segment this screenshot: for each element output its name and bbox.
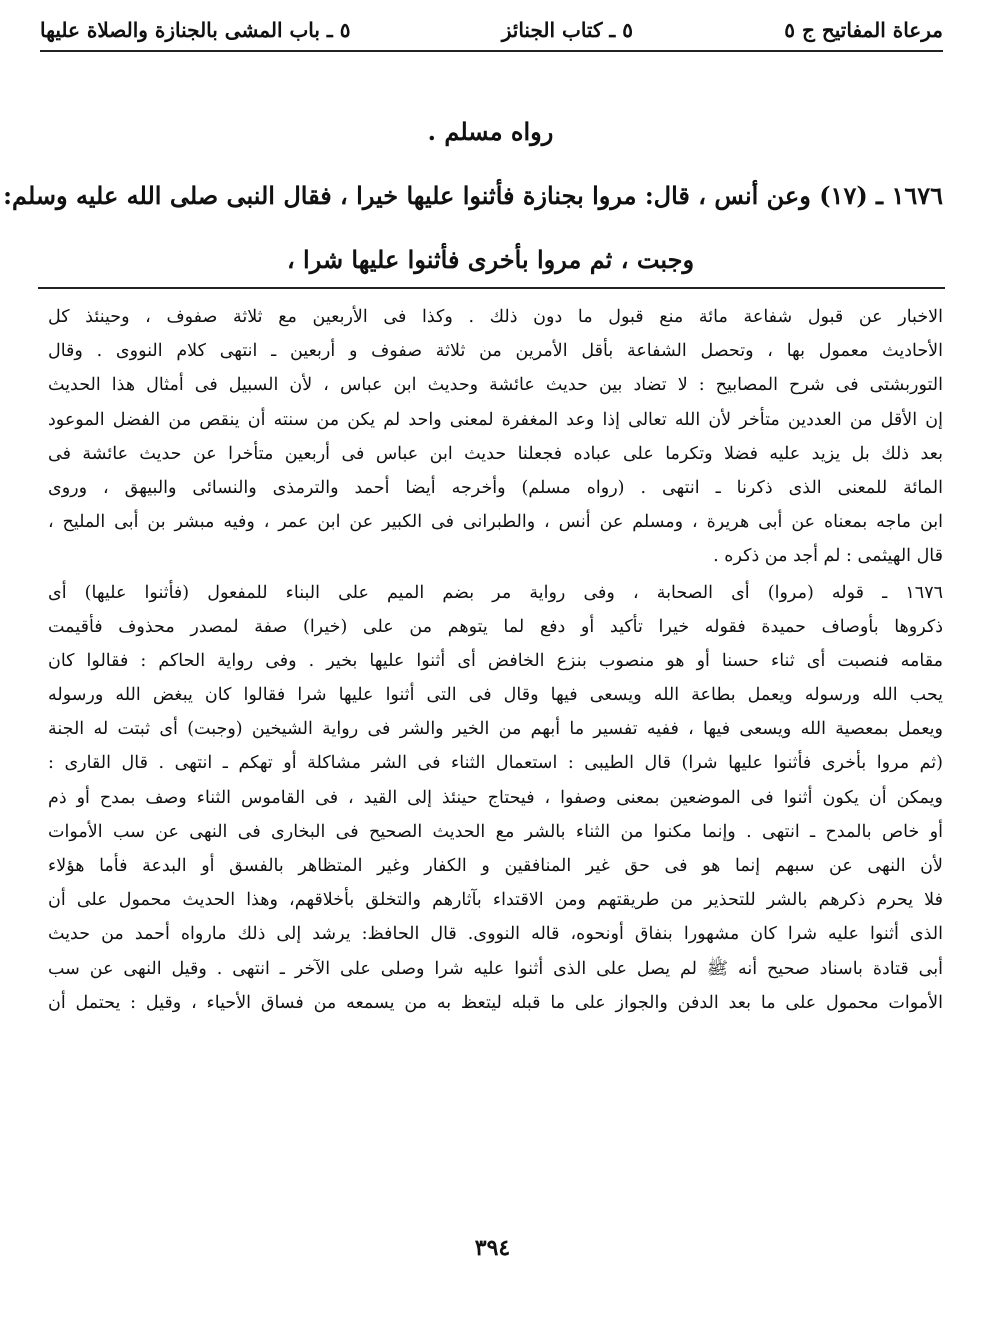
hadith-line-2: وجبت ، ثم مروا بأخرى فأثنوا عليها شرا ، <box>286 245 695 274</box>
hadith-line-1: ١٦٧٦ ـ (١٧) وعن أنس ، قال: مروا بجنازة فأثنوا عليها خيرا ، فقال النبى صلى الله عليه وسلم: <box>3 181 943 210</box>
commentary-line: ويعمل بمعصية الله ويسعى فيها ، ففيه تفسير ما أبهم من الخير والشر فى رواية الشيخين (وجبت) أى ثبتت له الجنة <box>48 719 943 740</box>
commentary-line: الأحاديث معمول بها ، وتحصل الشفاعة بأقل الأمرين من ثلاثة صفوف و أربعين ـ انتهى كلام النووى . وقال <box>48 341 943 362</box>
commentary-line: ذكروها بأوصاف حميدة فقوله خيرا تأكيد أو دفع لما يتوهم من على (خيرا) صفة لمصدر محذوف فأقيمت <box>48 616 943 637</box>
commentary-line: لأن النهى عن سبهم إنما هو فى حق غير المنافقين و الكفار وغير المتظاهر بالفسق أو البدعة فأما هؤلاء <box>48 856 943 876</box>
commentary-line: أو خاص بالمدح ـ انتهى . وإنما مكنوا من الثناء بالشر مع الحديث الصحيح فى البخارى فى النهى عن سب الأموات <box>48 821 943 842</box>
commentary-line: ابن ماجه بمعناه عن أبى هريرة ، ومسلم عن أنس ، والطبرانى فى الكبير عن ابن عمر ، وفيه مبشر بن أبى المليح ، <box>48 512 943 533</box>
header-bab-title: ٥ ـ باب المشى بالجنازة والصلاة عليها <box>40 18 351 42</box>
commentary-line: إن الأقل من العددين متأخر لأن الله تعالى إذا وعد المغفرة لمعنى واحد لم يكن من سنته أن ينقص من الفضل الموعود <box>48 409 943 430</box>
commentary-line: الذى أثنوا عليه شرا كان مشهورا بنفاق أونحوه، قاله النووى. قال الحافظ: يرشد إلى ذلك مارواه أحمد من حديث <box>48 924 943 945</box>
commentary-line: المائة للمعنى الذى ذكرنا ـ انتهى . (رواه مسلم) وأخرجه أيضا أحمد والترمذى والنسائى والبيهق ، وروى <box>48 477 943 498</box>
commentary-line: ويمكن أن يكون أثنوا فى الموضعين بمعنى وصفوا ، فيحتاج حينئذ إلى القيد ، فى القاموس الثناء وصف بمدح أو ذم <box>48 787 943 808</box>
commentary-line: ١٦٧٦ ـ قوله (مروا) أى الصحابة ، وفى رواية مر بضم الميم على البناء للمفعول (فأثنوا عليها) أى <box>48 582 943 603</box>
section-divider <box>38 287 945 289</box>
commentary-line: الأموات محمول على ما بعد الدفن والجواز على ما قبله ليتعظ به من يسمعه من فساق الأحياء ، وقيل : يحتمل أن <box>48 992 943 1013</box>
commentary-text <box>48 300 943 1020</box>
hadith-source-line: رواه مسلم . <box>427 117 554 146</box>
commentary-line: الاخبار عن قبول شفاعة مائة منع قبول ما دون ذلك . وكذا فى الأربعين مع ثلاثة صفوف ، وحينئذ كل <box>48 307 943 327</box>
header-kitab-title: ٥ ـ كتاب الجنائز <box>501 18 634 42</box>
hadith-text <box>3 100 943 292</box>
commentary-line: (ثم مروا بأخرى فأثنوا عليها شرا) قال الطيبى : استعمال الثناء فى الشر مشاكلة أو تهكم ـ انتهى . قال القارى : <box>48 753 943 774</box>
page-number: ٣٩٤ <box>474 1235 511 1261</box>
commentary-line: مقامه فنصبت أى ثناء حسنا أو هو منصوب بنزع الخافض أى أثنوا عليها بخير . وفى رواية الحاكم : فقالوا كان <box>48 650 943 671</box>
commentary-line: قال الهيثمى : لم أجد من ذكره . <box>713 546 943 567</box>
header-book-title: مرعاة المفاتيح ج ٥ <box>784 18 943 42</box>
page-header <box>40 10 943 52</box>
commentary-line: فلا يحرم ذكرهم بالشر للتحذير من طريقتهم ومن الاقتداء بآثارهم والتخلق بأخلاقهم، وهذا الحديث محمول على أن <box>48 890 943 911</box>
commentary-line: يحب الله ورسوله ويعمل بطاعة الله ويسعى فيها وقال فى التى أثنوا عليها شرا فقالوا كان يبغض الله ورسوله <box>48 685 943 706</box>
commentary-line: بعد ذلك بل يزيد عليه فضلا وتكرما على عباده فجعلنا حديث ابن عباس فى أربعين متأخرا عن حديث عائشة فى <box>48 443 943 464</box>
commentary-line: أبى قتادة باسناد صحيح أنه ﷺ لم يصل على الذى أثنوا عليه شرا وصلى على الآخر ـ انتهى . وقيل النهى عن سب <box>48 958 943 979</box>
commentary-line: التوربشتى فى شرح المصابيح : لا تضاد بين حديث عائشة وحديث ابن عباس ، لأن السبيل فى أمثال هذا الحديث <box>48 375 943 396</box>
